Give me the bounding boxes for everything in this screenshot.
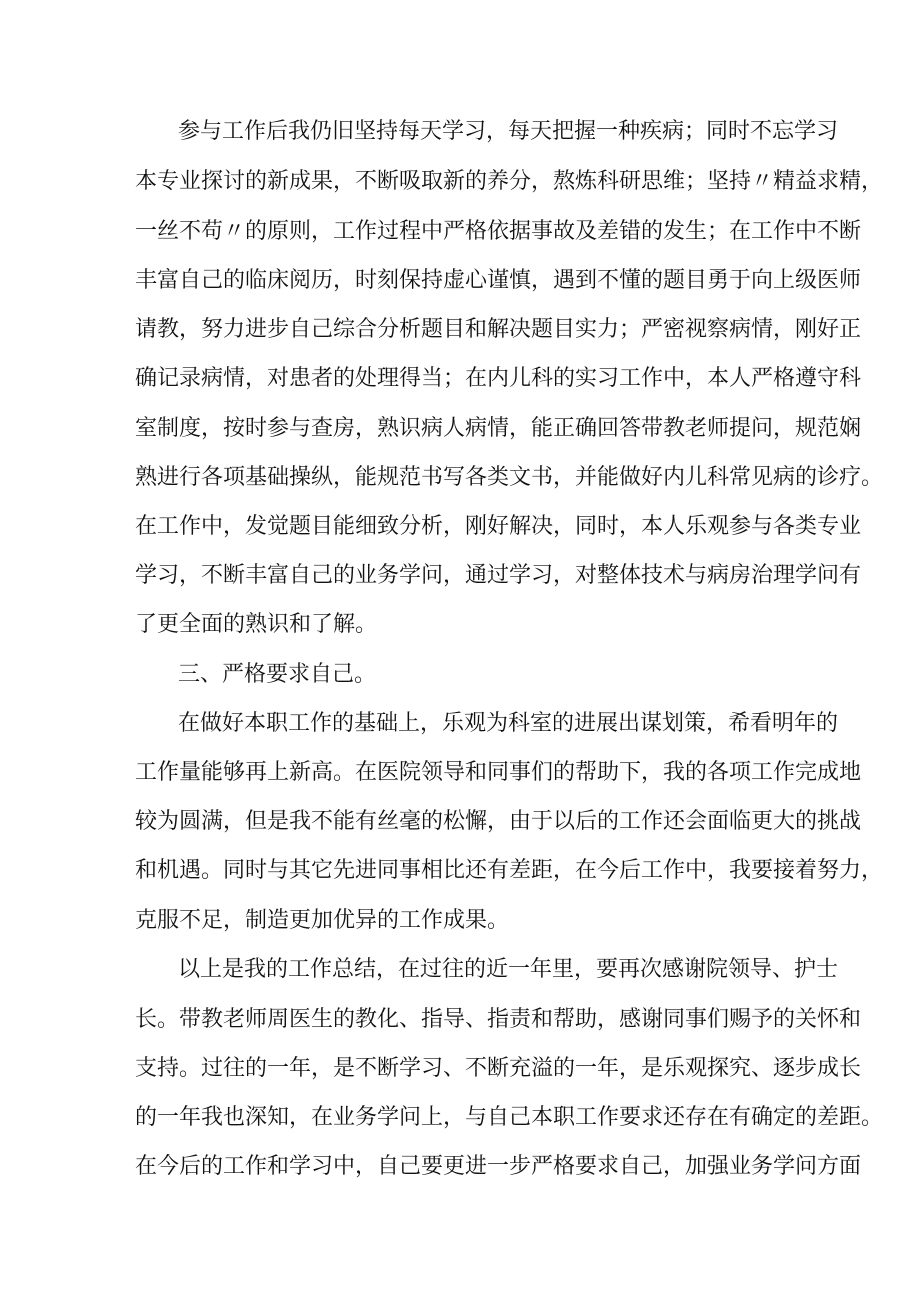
paragraph-1-line-11: 了更全面的熟识和了解。 (135, 612, 378, 637)
paragraph-4-line-4: 的一年我也深知，在业务学问上，与自己本职工作要求还存在有确定的差距。 (135, 1105, 884, 1130)
paragraph-1-line-4: 丰富自己的临床阅历，时刻保持虚心谨慎，遇到不懂的题目勇于向上级医师 (135, 268, 862, 293)
paragraph-1-line-10: 学习，不断丰富自己的业务学问，通过学习，对整体技术与病房治理学问有 (135, 563, 862, 588)
paragraph-3-line-3: 较为圆满，但是我不能有丝毫的松懈，由于以后的工作还会面临更大的挑战 (135, 809, 862, 834)
paragraph-4-line-2: 长。带教老师周医生的教化、指导、指责和帮助，感谢同事们赐予的关怀和 (135, 1007, 862, 1032)
paragraph-4-line-3: 支持。过往的一年，是不断学习、不断充溢的一年，是乐观探究、逐步成长 (135, 1056, 862, 1081)
paragraph-3-line-1: 在做好本职工作的基础上，乐观为科室的进展出谋划策，希看明年的 (178, 711, 839, 736)
paragraph-1-line-7: 室制度，按时参与查房，熟识病人病情，能正确回答带教老师提问，规范娴 (135, 416, 862, 441)
paragraph-4-line-5: 在今后的工作和学习中，自己要更进一步严格要求自己，加强业务学问方面 (135, 1154, 862, 1179)
paragraph-3-line-5: 克服不足，制造更加优异的工作成果。 (135, 908, 510, 933)
paragraph-3-line-4: 和机遇。同时与其它先进同事相比还有差距，在今后工作中，我要接着努力， (135, 858, 884, 883)
paragraph-1-line-6: 确记录病情，对患者的处理得当；在内儿科的实习工作中，本人严格遵守科 (135, 366, 862, 391)
paragraph-4-line-1: 以上是我的工作总结，在过往的近一年里，要再次感谢院领导、护士 (178, 957, 839, 982)
paragraph-1-line-8: 熟进行各项基础操纵，能规范书写各类文书，并能做好内儿科常见病的诊疗。 (135, 465, 884, 490)
paragraph-1-line-3: 一丝不苟〃的原则，工作过程中严格依据事故及差错的发生；在工作中不断 (135, 219, 862, 244)
paragraph-3-line-2: 工作量能够再上新高。在医院领导和同事们的帮助下，我的各项工作完成地 (135, 760, 862, 785)
paragraph-1-line-1: 参与工作后我仍旧坚持每天学习，每天把握一种疾病；同时不忘学习 (178, 119, 839, 144)
section-heading: 三、严格要求自己。 (178, 662, 377, 687)
paragraph-1-line-9: 在工作中，发觉题目能细致分析，刚好解决，同时，本人乐观参与各类专业 (135, 514, 862, 539)
paragraph-1-line-2: 本专业探讨的新成果，不断吸取新的养分，熬炼科研思维；坚持〃精益求精， (135, 169, 884, 194)
paragraph-1-line-5: 请教，努力进步自己综合分析题目和解决题目实力；严密视察病情，刚好正 (135, 317, 862, 342)
